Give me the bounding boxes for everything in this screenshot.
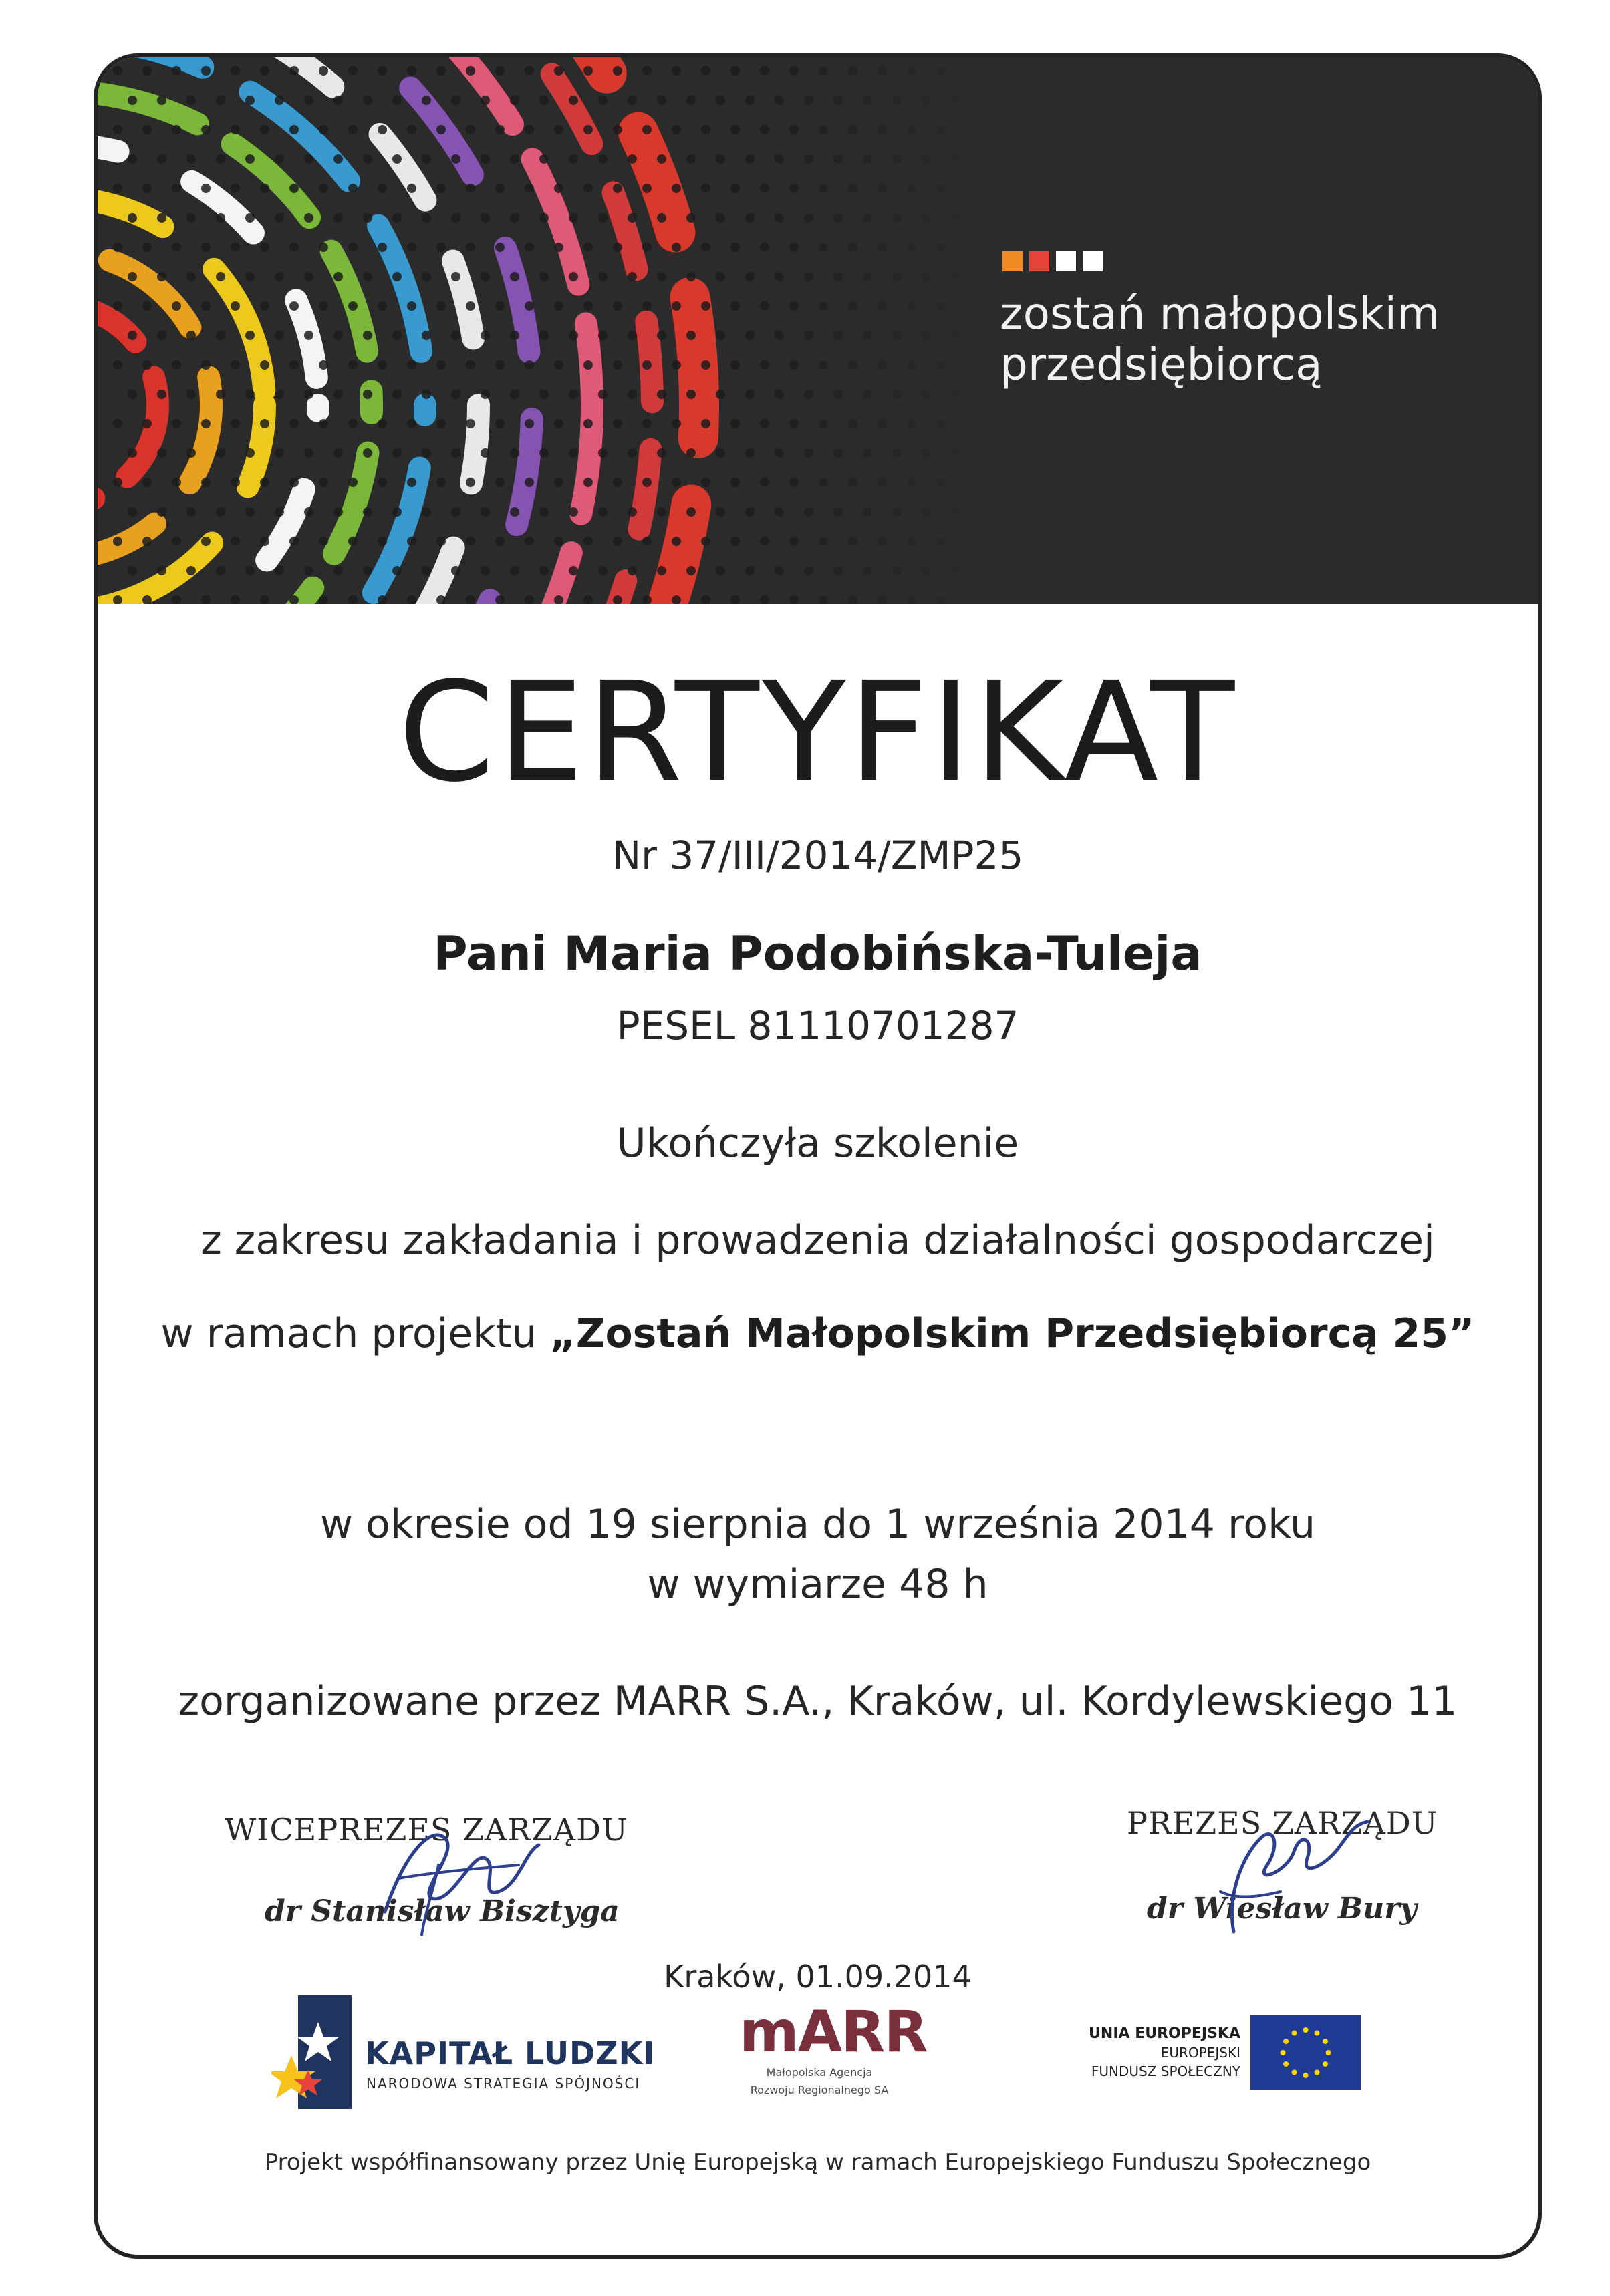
marr-logo (739, 1999, 927, 2097)
eu-star (1315, 2069, 1320, 2075)
training-period: w okresie od 19 sierpnia do 1 września 2014 roku (319, 1501, 1315, 1548)
marr-wordmark: mARR (739, 1999, 927, 2065)
training-duration: w wymiarze 48 h (647, 1561, 988, 1608)
eu-star (1303, 2027, 1309, 2033)
kapital-ludzki-star-icon (271, 1995, 358, 2109)
eu-star (1281, 2050, 1286, 2055)
handwritten-signature-left (358, 1812, 559, 1945)
eu-star (1292, 2031, 1297, 2036)
marr-subtitle-1: Małopolska Agencja (766, 2066, 873, 2079)
handwritten-signature-right (1180, 1798, 1381, 1945)
eu-line-1: UNIA EUROPEJSKA (1089, 2025, 1240, 2042)
eu-star (1326, 2050, 1331, 2055)
project-line (98, 1310, 1538, 1357)
eu-line-2: EUROPEJSKI (1160, 2045, 1240, 2061)
eu-star (1283, 2039, 1289, 2044)
eu-line-3: FUNDUSZ SPOŁECZNY (1091, 2063, 1240, 2079)
signature-right (1127, 1805, 1542, 1926)
kapital-ludzki-subtitle: NARODOWA STRATEGIA SPÓJNOŚCI (366, 2075, 641, 2092)
logo-squares-icon (1002, 251, 1440, 271)
certificate-title: CERTYFIKAT (398, 652, 1238, 813)
recipient-name: Pani Maria Podobińska-Tuleja (433, 926, 1202, 981)
header-banner (98, 57, 1538, 604)
completed-training: Ukończyła szkolenie (616, 1120, 1019, 1167)
place-and-date: Kraków, 01.09.2014 (664, 1959, 972, 1995)
signature-left-name: dr Stanisław Bisztyga (265, 1894, 620, 1928)
signature-right-name: dr Wiesław Bury (1147, 1892, 1417, 1926)
eu-star (1283, 2061, 1289, 2067)
program-name-line2: przedsiębiorcą (1000, 339, 1323, 390)
certificate-frame (94, 53, 1542, 2259)
eu-text (1067, 2025, 1240, 2081)
eu-star (1292, 2069, 1297, 2075)
eu-star (1323, 2061, 1328, 2067)
certificate-number: Nr 37/III/2014/ZMP25 (612, 833, 1024, 878)
cofinancing-note: Projekt współfinansowany przez Unię Europejską w ramach Europejskiego Funduszu Społecznego (264, 2149, 1371, 2176)
eu-star (1323, 2039, 1328, 2044)
signature-left (225, 1812, 652, 1928)
marr-subtitle-2: Rozwoju Regionalnego SA (750, 2084, 889, 2096)
organizer: zorganizowane przez MARR S.A., Kraków, ul. Kordylewskiego 11 (178, 1678, 1458, 1725)
kapital-ludzki-logo (271, 1995, 656, 2112)
program-logo (1000, 251, 1440, 390)
signature-left-role: WICEPREZES ZARZĄDU (225, 1812, 628, 1848)
signature-right-role: PREZES ZARZĄDU (1127, 1805, 1438, 1841)
recipient-pesel: PESEL 81110701287 (616, 1003, 1019, 1048)
project-prefix: w ramach projektu (160, 1310, 550, 1357)
project-name: „Zostań Małopolskim Przedsiębiorcą 25” (549, 1310, 1475, 1357)
eu-flag-icon (1250, 2015, 1361, 2090)
eu-star (1303, 2073, 1309, 2078)
eu-flag-background (1250, 2015, 1361, 2090)
program-name-line1: zostań małopolskim (1000, 288, 1440, 339)
eu-star (1315, 2031, 1320, 2036)
kapital-ludzki-title: KAPITAŁ LUDZKI (365, 2035, 656, 2071)
training-scope: z zakresu zakładania i prowadzenia działalności gospodarczej (200, 1217, 1435, 1264)
